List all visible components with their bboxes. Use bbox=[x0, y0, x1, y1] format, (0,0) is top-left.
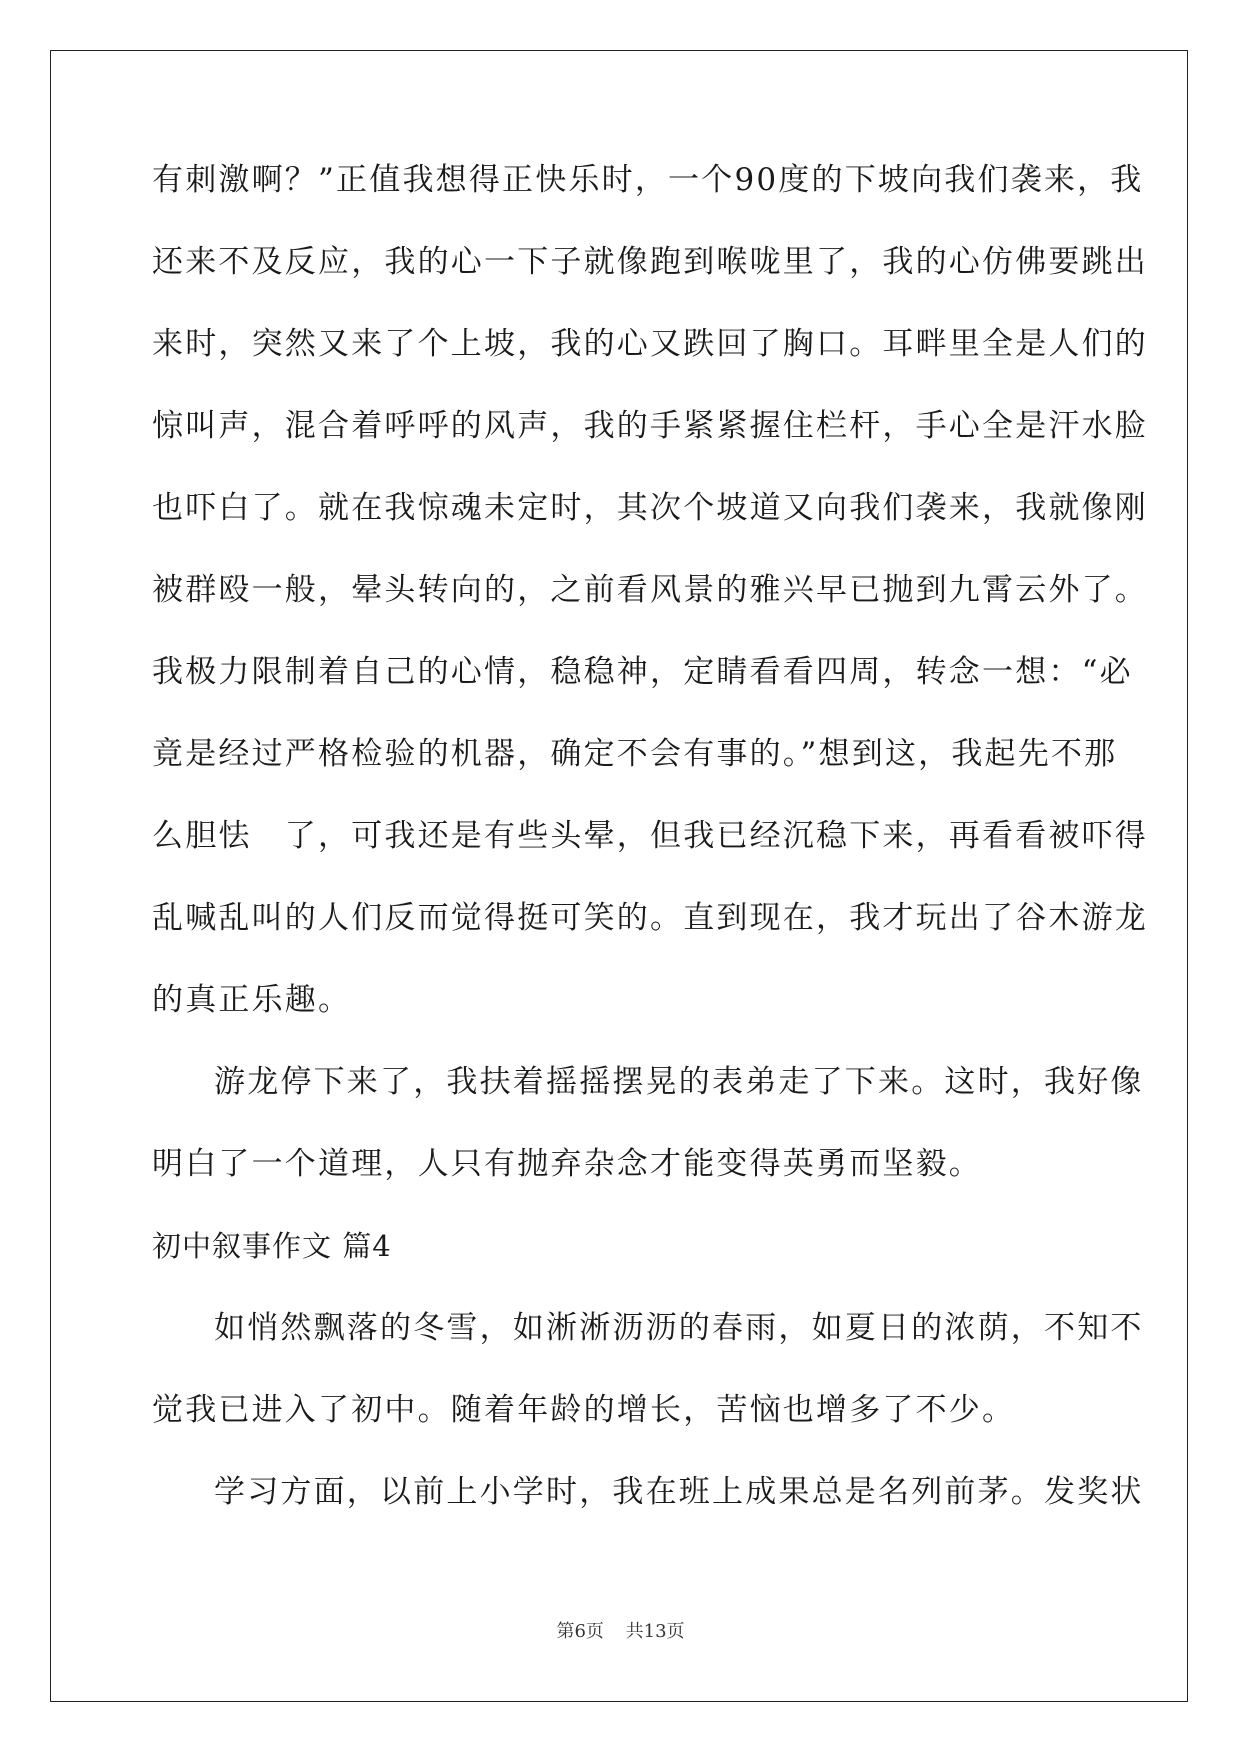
text-line: 来时，突然又来了个上坡，我的心又跌回了胸口。耳畔里全是人们的 bbox=[152, 326, 1148, 362]
text-line: 我极力限制着自己的心情，稳稳神，定睛看看四周，转念一想：“必 bbox=[152, 654, 1133, 690]
section-heading: 初中叙事作文 篇4 bbox=[152, 1229, 392, 1263]
text-line: 也吓白了。就在我惊魂未定时，其次个坡道又向我们袭来，我就像刚 bbox=[152, 490, 1148, 526]
text-line: 觉我已进入了初中。随着年龄的增长，苦恼也增多了不少。 bbox=[152, 1392, 1016, 1428]
document-body bbox=[152, 160, 1148, 1554]
text-line: 竟是经过严格检验的机器，确定不会有事的。”想到这，我起先不那 bbox=[152, 736, 1118, 772]
page-number: 第6页 bbox=[556, 1621, 604, 1642]
page-footer bbox=[0, 1617, 1241, 1643]
text-line: 被群殴一般，晕头转向的，之前看风景的雅兴早已抛到九霄云外了。 bbox=[152, 572, 1148, 608]
text-line: 么胆怯 了，可我还是有些头晕，但我已经沉稳下来，再看看被吓得 bbox=[152, 818, 1148, 854]
text-line: 乱喊乱叫的人们反而觉得挺可笑的。直到现在，我才玩出了谷木游龙 bbox=[152, 900, 1148, 936]
text-line: 惊叫声，混合着呼呼的风声，我的手紧紧握住栏杆，手心全是汗水脸 bbox=[152, 408, 1148, 444]
text-line: 游龙停下来了，我扶着摇摇摆晃的表弟走了下来。这时，我好像 bbox=[214, 1064, 1144, 1100]
text-line: 如悄然飘落的冬雪，如淅淅沥沥的春雨，如夏日的浓荫，不知不 bbox=[214, 1310, 1144, 1346]
text-line: 学习方面，以前上小学时，我在班上成果总是名列前茅。发奖状 bbox=[214, 1474, 1144, 1510]
page-total: 共13页 bbox=[625, 1621, 685, 1642]
text-line: 还来不及反应，我的心一下子就像跑到喉咙里了，我的心仿佛要跳出 bbox=[152, 244, 1148, 280]
text-line: 有刺激啊？”正值我想得正快乐时，一个90度的下坡向我们袭来，我 bbox=[152, 162, 1144, 198]
text-line: 的真正乐趣。 bbox=[152, 982, 352, 1018]
text-line: 明白了一个道理，人只有抛弃杂念才能变得英勇而坚毅。 bbox=[152, 1146, 982, 1182]
